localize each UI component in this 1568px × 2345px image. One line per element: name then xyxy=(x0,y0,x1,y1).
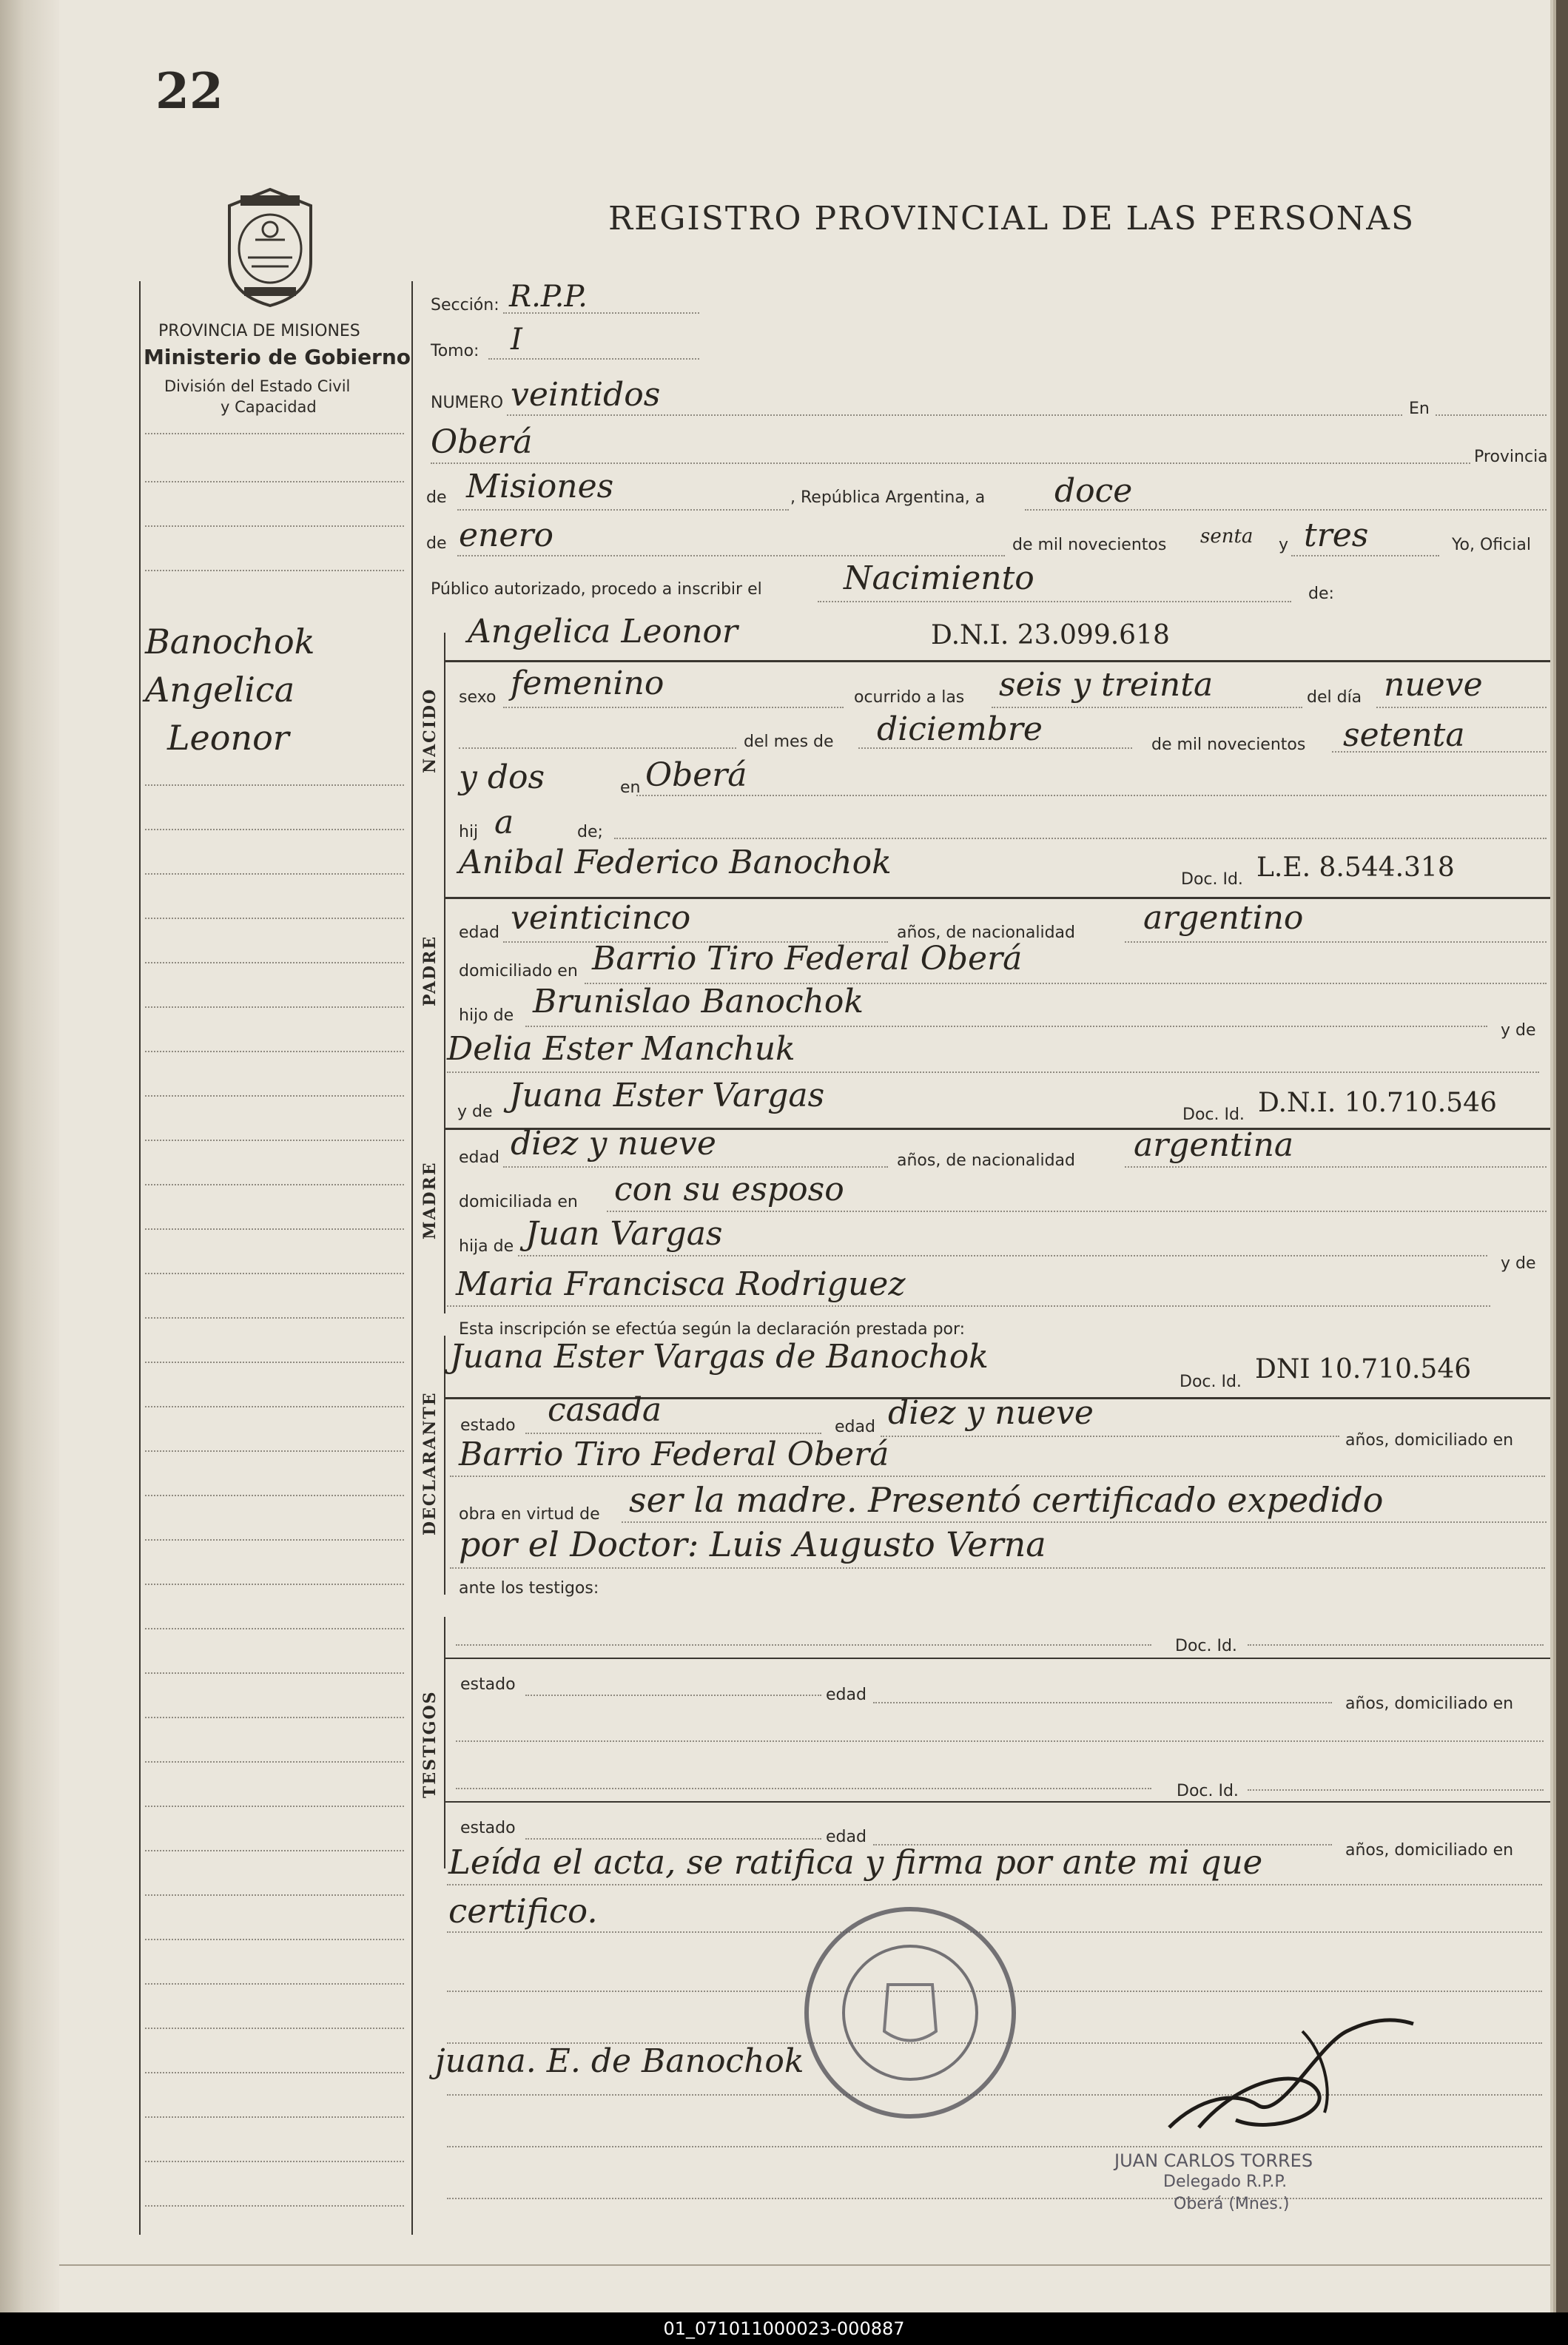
left-rule xyxy=(145,525,404,527)
label-en: En xyxy=(1409,400,1430,418)
label-decl-edad: edad xyxy=(835,1418,875,1436)
value-anio-b: tres xyxy=(1304,517,1369,554)
value-hora: seis y treinta xyxy=(999,666,1214,704)
label-obra: obra en virtud de xyxy=(459,1505,600,1524)
footer-identifier: 01_071011000023-000887 xyxy=(0,2312,1568,2345)
header-province: PROVINCIA DE MISIONES xyxy=(158,322,360,340)
field-line xyxy=(447,2146,1542,2147)
section-rule xyxy=(444,1658,1550,1659)
value-padre-edad: veinticinco xyxy=(511,899,691,937)
left-rule xyxy=(145,433,404,434)
label-madre-edad: edad xyxy=(459,1148,499,1167)
label-madre-hija: hija de xyxy=(459,1237,514,1256)
value-padre-nac: argentino xyxy=(1143,899,1304,937)
field-line xyxy=(450,1567,1545,1569)
field-line xyxy=(503,1166,888,1168)
label-provincia: Provincia xyxy=(1474,448,1548,466)
label-padre-dom: domiciliado en xyxy=(459,962,578,980)
left-rule xyxy=(145,2072,404,2073)
value-padre-doc: L.E. 8.544.318 xyxy=(1256,852,1455,883)
left-rule xyxy=(145,570,404,571)
value-padre-madre: Delia Ester Manchuk xyxy=(447,1030,795,1068)
binding-edge xyxy=(0,0,59,2312)
value-nombre: Angelica Leonor xyxy=(468,613,738,650)
section-bracket xyxy=(444,1617,445,1868)
margin-note-line-2: Angelica xyxy=(145,670,295,710)
field-line xyxy=(456,1788,1151,1789)
value-padre-dom: Barrio Tiro Federal Oberá xyxy=(592,940,1023,978)
value-madre-edad: diez y nueve xyxy=(511,1125,716,1163)
field-line xyxy=(992,707,1302,708)
field-line xyxy=(456,1740,1544,1742)
value-dni: D.N.I. 23.099.618 xyxy=(931,620,1170,650)
section-rule xyxy=(444,1801,1550,1803)
value-madre-nac: argentina xyxy=(1134,1126,1294,1164)
section-bracket xyxy=(444,633,445,869)
left-rule xyxy=(145,1761,404,1763)
value-cierre-2: certifico. xyxy=(448,1891,598,1931)
left-rule xyxy=(145,1717,404,1718)
left-rule xyxy=(145,2161,404,2162)
label-de-provincia: de xyxy=(426,488,447,507)
document-title: REGISTRO PROVINCIAL DE LAS PERSONAS xyxy=(608,200,1416,238)
label-esta-inscripcion: Esta inscripción se efectúa según la declaración prestada por: xyxy=(459,1320,966,1339)
left-rule xyxy=(145,1806,404,1807)
left-rule xyxy=(145,2205,404,2207)
left-rule xyxy=(145,1983,404,1985)
left-rule xyxy=(145,1006,404,1008)
left-rule xyxy=(145,873,404,875)
label-seccion: Sección: xyxy=(431,296,499,314)
field-line xyxy=(525,1838,821,1840)
field-line xyxy=(607,1211,1547,1212)
field-line xyxy=(525,1026,1487,1027)
value-hij-suffix: a xyxy=(494,804,514,841)
field-line xyxy=(1125,1166,1547,1168)
official-stamp-place: Oberá (Mnes.) xyxy=(1174,2195,1290,2213)
field-line xyxy=(636,795,1547,796)
value-ciudad: Oberá xyxy=(431,423,533,461)
label-padre-hijo: hijo de xyxy=(459,1006,514,1025)
label-madre-dom: domiciliada en xyxy=(459,1193,578,1211)
value-anio-a: senta xyxy=(1200,525,1254,548)
field-line xyxy=(431,462,1470,464)
header-division-2: y Capacidad xyxy=(221,398,317,416)
label-test2-dom: años, domiciliado en xyxy=(1345,1841,1514,1860)
value-numero: veintidos xyxy=(511,376,661,414)
label-madre-doc: Doc. Id. xyxy=(1182,1106,1245,1124)
province-emblem xyxy=(218,184,322,309)
label-madre-yde: y de xyxy=(1501,1254,1536,1273)
content-column-border xyxy=(411,281,413,2235)
side-label-madre: MADRE xyxy=(420,1161,440,1239)
field-line xyxy=(507,414,1402,416)
section-bracket xyxy=(444,1336,445,1595)
left-rule xyxy=(145,1406,404,1407)
left-rule xyxy=(145,829,404,830)
value-acto: Nacimiento xyxy=(844,559,1034,597)
label-decl-estado: estado xyxy=(460,1416,516,1435)
left-column-border xyxy=(139,281,141,2235)
field-line xyxy=(456,1644,1151,1646)
value-madre-padre: Juan Vargas xyxy=(525,1215,723,1253)
declarant-signature: juana. E. de Banochok xyxy=(435,2042,804,2080)
left-rule xyxy=(145,1628,404,1629)
label-padre-nac: años, de nacionalidad xyxy=(897,923,1075,942)
value-obra-2: por el Doctor: Luis Augusto Verna xyxy=(459,1524,1046,1564)
value-dia-nac: nueve xyxy=(1384,666,1483,704)
field-line xyxy=(518,1255,1487,1256)
label-ocurrido: ocurrido a las xyxy=(854,688,965,707)
label-padre-yde: y de xyxy=(1501,1021,1536,1040)
label-test2-edad: edad xyxy=(826,1828,867,1846)
label-de-mes: de xyxy=(426,534,447,553)
margin-note-line-1: Banochok xyxy=(145,622,315,662)
header-division-1: División del Estado Civil xyxy=(164,377,351,395)
value-mes-nac: diciembre xyxy=(877,710,1043,748)
side-label-declarante: DECLARANTE xyxy=(420,1391,440,1535)
label-decl-doc: Doc. Id. xyxy=(1180,1373,1242,1391)
field-line xyxy=(858,747,1132,749)
field-line xyxy=(818,601,1291,602)
field-line xyxy=(1332,751,1547,753)
left-rule xyxy=(145,2116,404,2118)
field-line xyxy=(1248,1644,1544,1646)
field-line xyxy=(447,1884,1542,1885)
label-numero: NUMERO xyxy=(431,394,504,412)
field-line xyxy=(881,1436,1339,1437)
field-line xyxy=(447,2198,1542,2199)
label-del-dia: del día xyxy=(1307,688,1362,707)
label-tomo: Tomo: xyxy=(431,342,480,360)
left-rule xyxy=(145,1539,404,1541)
value-padre-padre: Brunislao Banochok xyxy=(533,983,864,1020)
value-madre-dom: con su esposo xyxy=(614,1171,844,1208)
label-test1-doc: Doc. Id. xyxy=(1175,1637,1237,1655)
left-rule xyxy=(145,918,404,919)
value-tomo: I xyxy=(511,323,522,357)
left-rule xyxy=(145,1894,404,1896)
label-padre-edad: edad xyxy=(459,923,499,942)
official-stamp-name: JUAN CARLOS TORRES xyxy=(1114,2150,1313,2171)
page-number: 22 xyxy=(155,62,223,120)
left-rule xyxy=(145,962,404,963)
field-line xyxy=(525,1433,821,1434)
left-rule xyxy=(145,1273,404,1274)
left-rule xyxy=(145,481,404,482)
left-rule xyxy=(145,1939,404,1940)
value-lugar-nac: Oberá xyxy=(645,756,747,794)
value-dia: doce xyxy=(1054,472,1133,510)
field-line xyxy=(1376,707,1547,708)
field-line xyxy=(457,509,789,511)
header-ministry: Ministerio de Gobierno xyxy=(144,345,411,369)
label-test1-edad: edad xyxy=(826,1686,867,1704)
label-en-lugar: en xyxy=(620,778,641,797)
value-decl-dom: Barrio Tiro Federal Oberá xyxy=(459,1436,889,1473)
left-rule xyxy=(145,1450,404,1452)
value-mes: enero xyxy=(459,517,553,554)
field-line xyxy=(1125,941,1547,943)
label-y: y xyxy=(1279,536,1289,554)
field-line xyxy=(450,1476,1545,1477)
side-label-padre: PADRE xyxy=(420,935,440,1006)
page-bottom-rule xyxy=(59,2264,1550,2266)
field-line xyxy=(488,358,699,360)
section-rule xyxy=(444,660,1550,662)
label-de-semi: de; xyxy=(577,823,603,841)
left-rule xyxy=(145,1140,404,1141)
label-mil-nov2: de mil novecientos xyxy=(1151,736,1306,754)
label-test1-dom: años, domiciliado en xyxy=(1345,1695,1514,1713)
value-obra-1: ser la madre. Presentó certificado expedido xyxy=(629,1480,1384,1520)
left-rule xyxy=(145,1184,404,1185)
field-line xyxy=(873,1702,1332,1703)
field-line xyxy=(447,1305,1490,1307)
official-signature xyxy=(1154,2002,1421,2142)
official-round-seal xyxy=(799,1902,1021,2124)
field-line xyxy=(457,555,1005,556)
value-provincia: Misiones xyxy=(466,468,614,505)
value-padre: Anibal Federico Banochok xyxy=(459,844,892,881)
field-line xyxy=(459,747,736,749)
left-rule xyxy=(145,1095,404,1097)
left-rule xyxy=(145,1317,404,1319)
label-mil-novecientos: de mil novecientos xyxy=(1012,536,1167,554)
label-test2-doc: Doc. Id. xyxy=(1177,1782,1239,1800)
left-rule xyxy=(145,1850,404,1851)
label-madre-nac: años, de nacionalidad xyxy=(897,1151,1075,1170)
value-declarante: Juana Ester Vargas de Banochok xyxy=(450,1338,989,1376)
label-padre-doc: Doc. Id. xyxy=(1181,870,1243,889)
value-anio-nac2: y dos xyxy=(459,758,545,796)
left-rule xyxy=(145,1495,404,1496)
official-stamp-role: Delegado R.P.P. xyxy=(1163,2173,1288,2191)
side-label-testigos: TESTIGOS xyxy=(420,1690,440,1798)
field-line xyxy=(503,312,699,314)
field-line xyxy=(1025,509,1547,511)
label-del-mes: del mes de xyxy=(744,733,834,751)
label-decl-dom: años, domiciliado en xyxy=(1345,1431,1514,1450)
value-decl-doc: DNI 10.710.546 xyxy=(1255,1354,1472,1385)
label-de-colon: de: xyxy=(1308,585,1334,603)
value-madre-madre: Maria Francisca Rodriguez xyxy=(456,1265,906,1303)
left-rule xyxy=(145,1051,404,1052)
value-seccion: R.P.P. xyxy=(509,280,588,314)
field-line xyxy=(1436,414,1547,416)
field-line xyxy=(1291,555,1439,556)
field-line xyxy=(525,1695,821,1696)
value-madre: Juana Ester Vargas xyxy=(509,1077,825,1114)
field-line xyxy=(503,707,844,708)
field-line xyxy=(622,1521,1547,1523)
left-rule xyxy=(145,1228,404,1230)
label-test2-estado: estado xyxy=(460,1819,516,1837)
left-rule xyxy=(145,1584,404,1585)
label-hij: hij xyxy=(459,823,479,841)
value-cierre-1: Leída el acta, se ratifica y firma por ante mi que xyxy=(448,1843,1263,1882)
margin-note-line-3: Leonor xyxy=(167,718,289,758)
label-yo-oficial: Yo, Oficial xyxy=(1452,536,1531,554)
value-sexo: femenino xyxy=(511,665,664,702)
label-sexo: sexo xyxy=(459,688,497,707)
label-publico: Público autorizado, procedo a inscribir el xyxy=(431,580,762,599)
value-decl-edad: diez y nueve xyxy=(888,1394,1094,1432)
left-rule xyxy=(145,1672,404,1674)
label-y-de-madre: y de xyxy=(457,1103,493,1121)
label-ante-testigos: ante los testigos: xyxy=(459,1579,599,1598)
label-republica: , República Argentina, a xyxy=(790,488,986,507)
side-label-nacido: NACIDO xyxy=(420,687,440,773)
left-rule xyxy=(145,784,404,786)
label-test1-estado: estado xyxy=(460,1675,516,1694)
field-line xyxy=(614,838,1547,839)
field-line xyxy=(1248,1789,1544,1791)
field-line xyxy=(447,1071,1539,1073)
left-rule xyxy=(145,1362,404,1363)
value-anio-nac1: setenta xyxy=(1343,716,1465,754)
section-bracket xyxy=(444,1088,445,1313)
left-rule xyxy=(145,2028,404,2029)
value-decl-estado: casada xyxy=(548,1391,662,1429)
value-madre-doc: D.N.I. 10.710.546 xyxy=(1258,1088,1497,1118)
